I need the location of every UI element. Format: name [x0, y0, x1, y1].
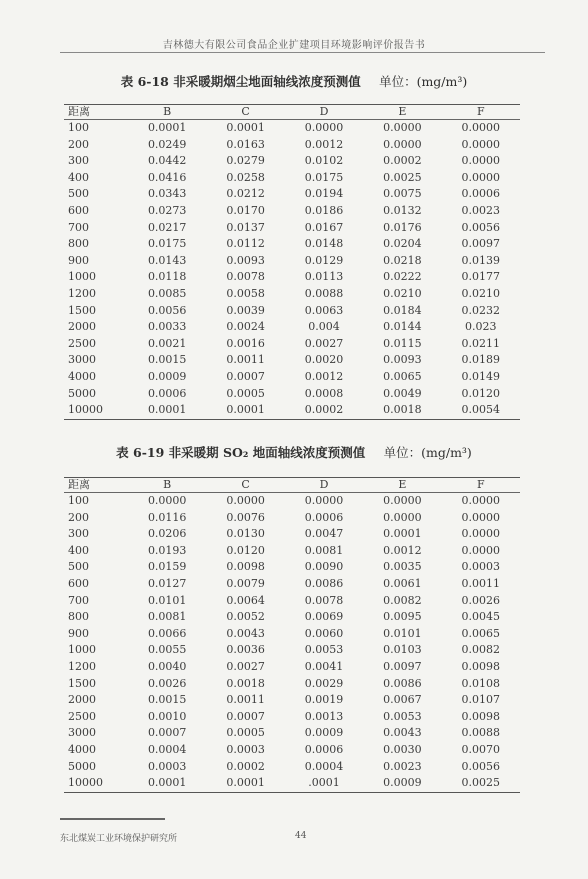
value-cell: 0.0101 [383, 626, 422, 640]
column-header: 距离 [64, 478, 128, 493]
value-cell: 0.0001 [128, 402, 206, 419]
value-cell: 0.0120 [226, 543, 265, 557]
value-cell: 0.0095 [383, 610, 422, 624]
value-cell: 0.0023 [383, 759, 422, 773]
distance-cell: 2000 [68, 320, 96, 334]
value-cell: 0.0008 [304, 386, 344, 400]
distance-cell: 300 [68, 154, 89, 168]
value-cell: 0.0120 [461, 386, 501, 400]
distance-cell: 900 [68, 626, 89, 640]
value-cell: 0.0006 [304, 742, 344, 756]
page-number: 44 [295, 831, 307, 841]
distance-cell: 10000 [64, 775, 128, 792]
value-cell: 0.0056 [461, 220, 501, 234]
table-row [64, 236, 520, 253]
value-cell: 0.0130 [226, 527, 265, 541]
distance-cell: 800 [68, 237, 89, 251]
value-cell: 0.0081 [147, 610, 187, 624]
value-cell: 0.0189 [461, 353, 501, 367]
value-cell: 0.0000 [304, 121, 344, 134]
value-cell: 0.0232 [461, 303, 501, 317]
value-cell: 0.0012 [383, 543, 422, 557]
value-cell: 0.0097 [461, 237, 501, 251]
value-cell: 0.0108 [461, 676, 501, 690]
value-cell: 0.0081 [304, 543, 344, 557]
table-row [64, 352, 520, 369]
value-cell: 0.0210 [383, 286, 422, 300]
value-cell: 0.0060 [304, 626, 344, 640]
value-cell: 0.023 [465, 320, 497, 334]
value-cell: 0.0001 [383, 527, 422, 541]
value-cell: 0.0129 [304, 253, 344, 267]
distance-cell: 4000 [68, 742, 96, 756]
value-cell: 0.0015 [147, 353, 187, 367]
distance-cell: 2000 [68, 693, 96, 707]
value-cell: 0.0002 [226, 759, 265, 773]
value-cell: 0.0053 [383, 709, 422, 723]
column-header: E [363, 105, 441, 120]
value-cell: 0.0149 [461, 369, 501, 383]
value-cell: 0.0018 [226, 676, 265, 690]
value-cell: 0.0148 [304, 237, 344, 251]
value-cell: 0.0127 [147, 576, 187, 590]
distance-cell: 900 [68, 253, 89, 267]
value-cell: 0.0049 [383, 386, 422, 400]
table-row [64, 319, 520, 336]
value-cell: 0.0053 [304, 643, 344, 657]
value-cell: 0.0206 [147, 527, 187, 541]
value-cell: 0.0204 [383, 237, 422, 251]
value-cell: 0.0086 [383, 676, 422, 690]
value-cell: 0.0249 [147, 137, 187, 151]
distance-cell: 600 [68, 203, 89, 217]
table-row [64, 170, 520, 187]
value-cell: 0.0132 [383, 203, 422, 217]
value-cell: 0.0088 [461, 726, 501, 740]
value-cell: 0.0012 [304, 369, 344, 383]
table-row [64, 725, 520, 742]
value-cell: 0.0093 [226, 253, 265, 267]
value-cell: 0.0194 [304, 187, 344, 201]
value-cell: 0.0054 [442, 402, 520, 419]
value-cell: 0.0020 [304, 353, 344, 367]
value-cell: 0.0217 [147, 220, 187, 234]
column-header: D [285, 105, 363, 120]
table-row [64, 493, 520, 510]
distance-cell: 100 [68, 121, 89, 134]
table-row [64, 303, 520, 320]
value-cell: 0.0000 [383, 494, 422, 507]
table-row [64, 626, 520, 643]
table-row [64, 137, 520, 154]
value-cell: 0.0009 [147, 369, 187, 383]
value-cell: 0.0343 [147, 187, 187, 201]
footer-divider [60, 818, 165, 820]
value-cell: 0.0000 [383, 137, 422, 151]
value-cell: 0.0002 [285, 402, 363, 419]
value-cell: 0.0144 [383, 320, 422, 334]
column-header: 距离 [64, 105, 128, 120]
value-cell: 0.0218 [383, 253, 422, 267]
value-cell: 0.0416 [147, 170, 187, 184]
value-cell: 0.0159 [147, 560, 187, 574]
value-cell: 0.0070 [461, 742, 501, 756]
value-cell: 0.0007 [226, 369, 265, 383]
value-cell: 0.0006 [461, 187, 501, 201]
value-cell: 0.0052 [226, 610, 265, 624]
distance-cell: 200 [68, 137, 89, 151]
value-cell: 0.0061 [383, 576, 422, 590]
value-cell: 0.0029 [304, 676, 344, 690]
value-cell: 0.0093 [383, 353, 422, 367]
value-cell: 0.0098 [461, 659, 501, 673]
table-row [64, 609, 520, 626]
value-cell: 0.0186 [304, 203, 344, 217]
value-cell: 0.0039 [226, 303, 265, 317]
value-cell: 0.0007 [226, 709, 265, 723]
distance-cell: 1500 [68, 303, 96, 317]
value-cell: 0.0011 [226, 693, 265, 707]
distance-cell: 3000 [68, 353, 96, 367]
value-cell: 0.0036 [226, 643, 265, 657]
value-cell: 0.0040 [147, 659, 187, 673]
distance-cell: 1000 [68, 643, 96, 657]
distance-cell: 700 [68, 220, 89, 234]
table-6-19-caption [0, 443, 588, 461]
distance-cell: 1200 [68, 286, 96, 300]
value-cell: 0.0041 [304, 659, 344, 673]
value-cell: 0.0025 [442, 775, 520, 792]
value-cell: 0.0024 [226, 320, 265, 334]
header-divider [60, 52, 545, 53]
running-header: 吉林德大有限公司食品企业扩建项目环境影响评价报告书 [162, 40, 426, 51]
table-row [64, 253, 520, 270]
column-header: B [128, 105, 206, 120]
value-cell: 0.0069 [304, 610, 344, 624]
table-header-row [64, 105, 520, 120]
value-cell: 0.0066 [147, 626, 187, 640]
value-cell: 0.0000 [461, 527, 501, 541]
footer-institute: 东北煤炭工业环境保护研究所 [60, 834, 178, 844]
distance-cell: 500 [68, 187, 89, 201]
value-cell: 0.0006 [304, 510, 344, 524]
value-cell: 0.0442 [147, 154, 187, 168]
value-cell: 0.0003 [147, 759, 187, 773]
value-cell: 0.0025 [383, 170, 422, 184]
value-cell: 0.0273 [147, 203, 187, 217]
value-cell: 0.0097 [383, 659, 422, 673]
table-header-row [64, 478, 520, 493]
value-cell: 0.0007 [147, 726, 187, 740]
value-cell: 0.0002 [383, 154, 422, 168]
value-cell: 0.0000 [383, 510, 422, 524]
value-cell: 0.0177 [461, 270, 501, 284]
table-6-19 [64, 477, 520, 793]
column-header: F [442, 105, 520, 120]
value-cell: 0.0045 [461, 610, 501, 624]
value-cell: 0.0027 [304, 336, 344, 350]
value-cell: 0.0003 [461, 560, 501, 574]
table-row [64, 742, 520, 759]
value-cell: 0.0116 [147, 510, 187, 524]
value-cell: 0.0067 [383, 693, 422, 707]
table-row [64, 269, 520, 286]
distance-cell: 4000 [68, 369, 96, 383]
value-cell: 0.0175 [304, 170, 344, 184]
distance-cell: 3000 [68, 726, 96, 740]
distance-cell: 2500 [68, 336, 96, 350]
value-cell: 0.0065 [461, 626, 501, 640]
value-cell: 0.0026 [147, 676, 187, 690]
distance-cell: 300 [68, 527, 89, 541]
value-cell: 0.0021 [147, 336, 187, 350]
table-row [64, 593, 520, 610]
value-cell: 0.0006 [147, 386, 187, 400]
value-cell: 0.0103 [383, 643, 422, 657]
distance-cell: 500 [68, 560, 89, 574]
table-6-18-caption [0, 72, 588, 90]
value-cell: 0.0003 [226, 742, 265, 756]
value-cell: 0.0102 [304, 154, 344, 168]
value-cell: 0.0143 [147, 253, 187, 267]
value-cell: 0.0035 [383, 560, 422, 574]
value-cell: 0.0011 [226, 353, 265, 367]
value-cell: 0.0193 [147, 543, 187, 557]
value-cell: 0.0078 [304, 593, 344, 607]
value-cell: 0.0101 [147, 593, 187, 607]
value-cell: 0.0013 [304, 709, 344, 723]
value-cell: 0.0005 [226, 386, 265, 400]
value-cell: 0.0112 [226, 237, 265, 251]
value-cell: 0.0098 [461, 709, 501, 723]
value-cell: 0.0018 [363, 402, 441, 419]
table-row [64, 203, 520, 220]
distance-cell: 400 [68, 170, 89, 184]
table-row [64, 386, 520, 403]
table-6-18 [64, 104, 520, 420]
distance-cell: 200 [68, 510, 89, 524]
value-cell: 0.0055 [147, 643, 187, 657]
value-cell: 0.0000 [461, 510, 501, 524]
distance-cell: 400 [68, 543, 89, 557]
value-cell: 0.0107 [461, 693, 501, 707]
value-cell: 0.0000 [226, 494, 265, 507]
distance-cell: 100 [68, 494, 89, 507]
value-cell: 0.0000 [304, 494, 344, 507]
value-cell: 0.0009 [304, 726, 344, 740]
table-row [64, 659, 520, 676]
table-row [64, 692, 520, 709]
value-cell: 0.0004 [304, 759, 344, 773]
value-cell: 0.0222 [383, 270, 422, 284]
distance-cell: 800 [68, 610, 89, 624]
value-cell: 0.0010 [147, 709, 187, 723]
distance-cell: 5000 [68, 386, 96, 400]
column-header: E [363, 478, 441, 493]
value-cell: 0.0175 [147, 237, 187, 251]
value-cell: 0.0088 [304, 286, 344, 300]
value-cell: 0.0026 [461, 593, 501, 607]
value-cell: 0.0086 [304, 576, 344, 590]
value-cell: 0.0001 [206, 402, 284, 419]
value-cell: 0.0001 [147, 121, 187, 134]
value-cell: .0001 [285, 775, 363, 792]
value-cell: 0.0043 [226, 626, 265, 640]
value-cell: 0.0139 [461, 253, 501, 267]
value-cell: 0.0023 [461, 203, 501, 217]
value-cell: 0.0000 [383, 121, 422, 134]
value-cell: 0.0000 [461, 170, 501, 184]
value-cell: 0.0079 [226, 576, 265, 590]
table-row [64, 642, 520, 659]
value-cell: 0.0000 [461, 543, 501, 557]
table-row [64, 709, 520, 726]
value-cell: 0.0075 [383, 187, 422, 201]
value-cell: 0.0000 [461, 154, 501, 168]
table-row [64, 186, 520, 203]
column-header: C [206, 105, 284, 120]
table-6-18-title: 表 6-18 非采暖期烟尘地面轴线浓度预测值 [120, 74, 361, 89]
value-cell: 0.0279 [226, 154, 265, 168]
value-cell: 0.004 [308, 320, 340, 334]
value-cell: 0.0085 [147, 286, 187, 300]
column-header: F [442, 478, 520, 493]
table-row [64, 120, 520, 137]
value-cell: 0.0211 [461, 336, 501, 350]
column-header: C [206, 478, 284, 493]
table-row [64, 286, 520, 303]
value-cell: 0.0163 [226, 137, 265, 151]
value-cell: 0.0019 [304, 693, 344, 707]
column-header: B [128, 478, 206, 493]
distance-cell: 700 [68, 593, 89, 607]
value-cell: 0.0167 [304, 220, 344, 234]
table-6-19-unit: 单位：(mg/m³) [383, 445, 472, 460]
table-row [64, 759, 520, 776]
value-cell: 0.0064 [226, 593, 265, 607]
value-cell: 0.0027 [226, 659, 265, 673]
table-row [64, 402, 520, 419]
value-cell: 0.0016 [226, 336, 265, 350]
value-cell: 0.0098 [226, 560, 265, 574]
column-header: D [285, 478, 363, 493]
value-cell: 0.0058 [226, 286, 265, 300]
value-cell: 0.0000 [461, 121, 501, 134]
value-cell: 0.0118 [147, 270, 187, 284]
value-cell: 0.0015 [147, 693, 187, 707]
value-cell: 0.0011 [461, 576, 501, 590]
distance-cell: 1500 [68, 676, 96, 690]
value-cell: 0.0258 [226, 170, 265, 184]
table-row [64, 576, 520, 593]
table-row [64, 220, 520, 237]
table-row [64, 559, 520, 576]
value-cell: 0.0115 [383, 336, 422, 350]
value-cell: 0.0001 [206, 775, 284, 792]
value-cell: 0.0000 [461, 137, 501, 151]
table-row [64, 543, 520, 560]
value-cell: 0.0212 [226, 187, 265, 201]
table-6-18-unit: 单位：(mg/m³) [379, 74, 468, 89]
value-cell: 0.0004 [147, 742, 187, 756]
value-cell: 0.0184 [383, 303, 422, 317]
value-cell: 0.0065 [383, 369, 422, 383]
distance-cell: 10000 [64, 402, 128, 419]
distance-cell: 5000 [68, 759, 96, 773]
table-row [64, 369, 520, 386]
table-row [64, 336, 520, 353]
value-cell: 0.0082 [461, 643, 501, 657]
value-cell: 0.0176 [383, 220, 422, 234]
value-cell: 0.0210 [461, 286, 501, 300]
value-cell: 0.0063 [304, 303, 344, 317]
distance-cell: 1000 [68, 270, 96, 284]
value-cell: 0.0056 [147, 303, 187, 317]
value-cell: 0.0001 [128, 775, 206, 792]
table-row [64, 153, 520, 170]
value-cell: 0.0009 [363, 775, 441, 792]
value-cell: 0.0082 [383, 593, 422, 607]
value-cell: 0.0000 [461, 494, 501, 507]
value-cell: 0.0078 [226, 270, 265, 284]
table-row [64, 676, 520, 693]
value-cell: 0.0012 [304, 137, 344, 151]
table-row [64, 775, 520, 792]
value-cell: 0.0001 [226, 121, 265, 134]
value-cell: 0.0005 [226, 726, 265, 740]
table-row [64, 510, 520, 527]
value-cell: 0.0056 [461, 759, 501, 773]
value-cell: 0.0033 [147, 320, 187, 334]
distance-cell: 2500 [68, 709, 96, 723]
table-row [64, 526, 520, 543]
distance-cell: 600 [68, 576, 89, 590]
value-cell: 0.0170 [226, 203, 265, 217]
value-cell: 0.0076 [226, 510, 265, 524]
distance-cell: 1200 [68, 659, 96, 673]
value-cell: 0.0030 [383, 742, 422, 756]
value-cell: 0.0000 [147, 494, 187, 507]
value-cell: 0.0113 [304, 270, 344, 284]
value-cell: 0.0090 [304, 560, 344, 574]
value-cell: 0.0043 [383, 726, 422, 740]
value-cell: 0.0137 [226, 220, 265, 234]
value-cell: 0.0047 [304, 527, 344, 541]
table-6-19-title: 表 6-19 非采暖期 SO₂ 地面轴线浓度预测值 [116, 445, 366, 460]
